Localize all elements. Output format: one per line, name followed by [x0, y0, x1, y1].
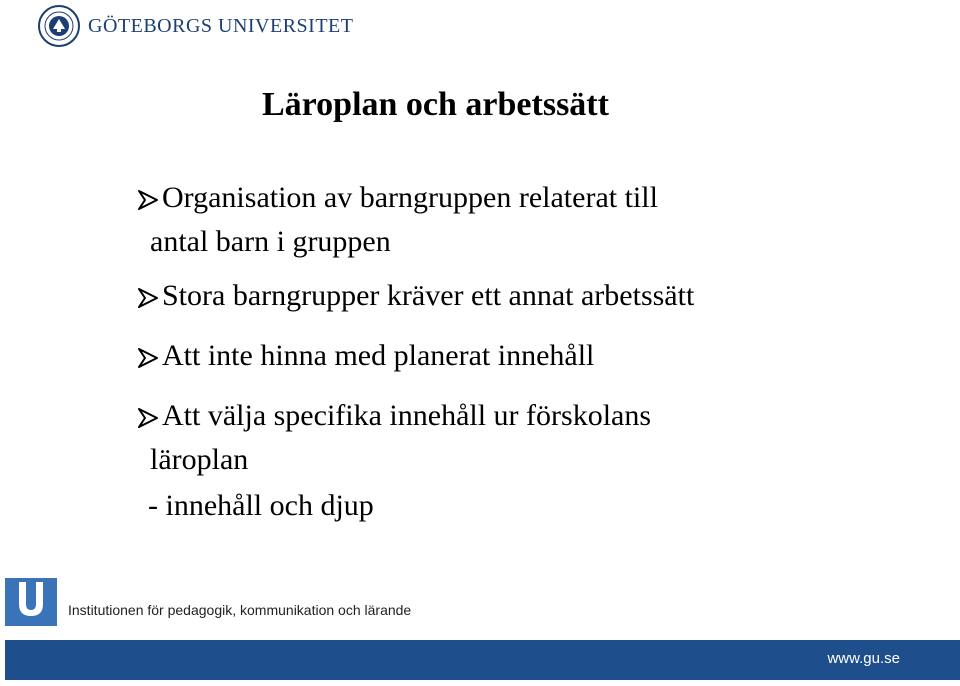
bullet-item [136, 176, 936, 264]
arrow-bullet-icon [136, 286, 160, 310]
website-link[interactable]: www.gu.se [827, 650, 900, 667]
bullet-text: Att inte hinna med planerat innehåll [162, 339, 595, 372]
footer-bar [5, 640, 960, 680]
arrow-bullet-icon [136, 346, 160, 370]
bullet-continuation: läroplan [150, 443, 249, 476]
bullet-item [136, 274, 936, 318]
institution-name: Institutionen för pedagogik, kommunikation och lärande [68, 602, 412, 618]
slide-title: Läroplan och arbetssätt [262, 86, 609, 123]
bullet-item [136, 334, 936, 378]
university-name: GÖTEBORGS UNIVERSITET [88, 14, 354, 37]
bullet-item [136, 394, 936, 530]
bullet-text: Stora barngrupper kräver ett annat arbetssätt [162, 279, 695, 312]
bullet-text: Att välja specifika innehåll ur förskolans [162, 399, 652, 432]
arrow-bullet-icon [136, 406, 160, 430]
bullet-continuation: antal barn i gruppen [150, 225, 391, 258]
gu-u-logo-icon [5, 578, 57, 626]
sub-bullet-text: innehåll och djup [165, 489, 374, 522]
header [38, 3, 354, 49]
arrow-bullet-icon [136, 188, 160, 212]
sub-bullet-prefix: - [148, 489, 158, 522]
bullet-text: Organisation av barngruppen relaterat till [162, 181, 658, 214]
bullet-list [136, 176, 936, 530]
sub-bullet [136, 482, 936, 530]
university-seal-icon [38, 5, 80, 47]
